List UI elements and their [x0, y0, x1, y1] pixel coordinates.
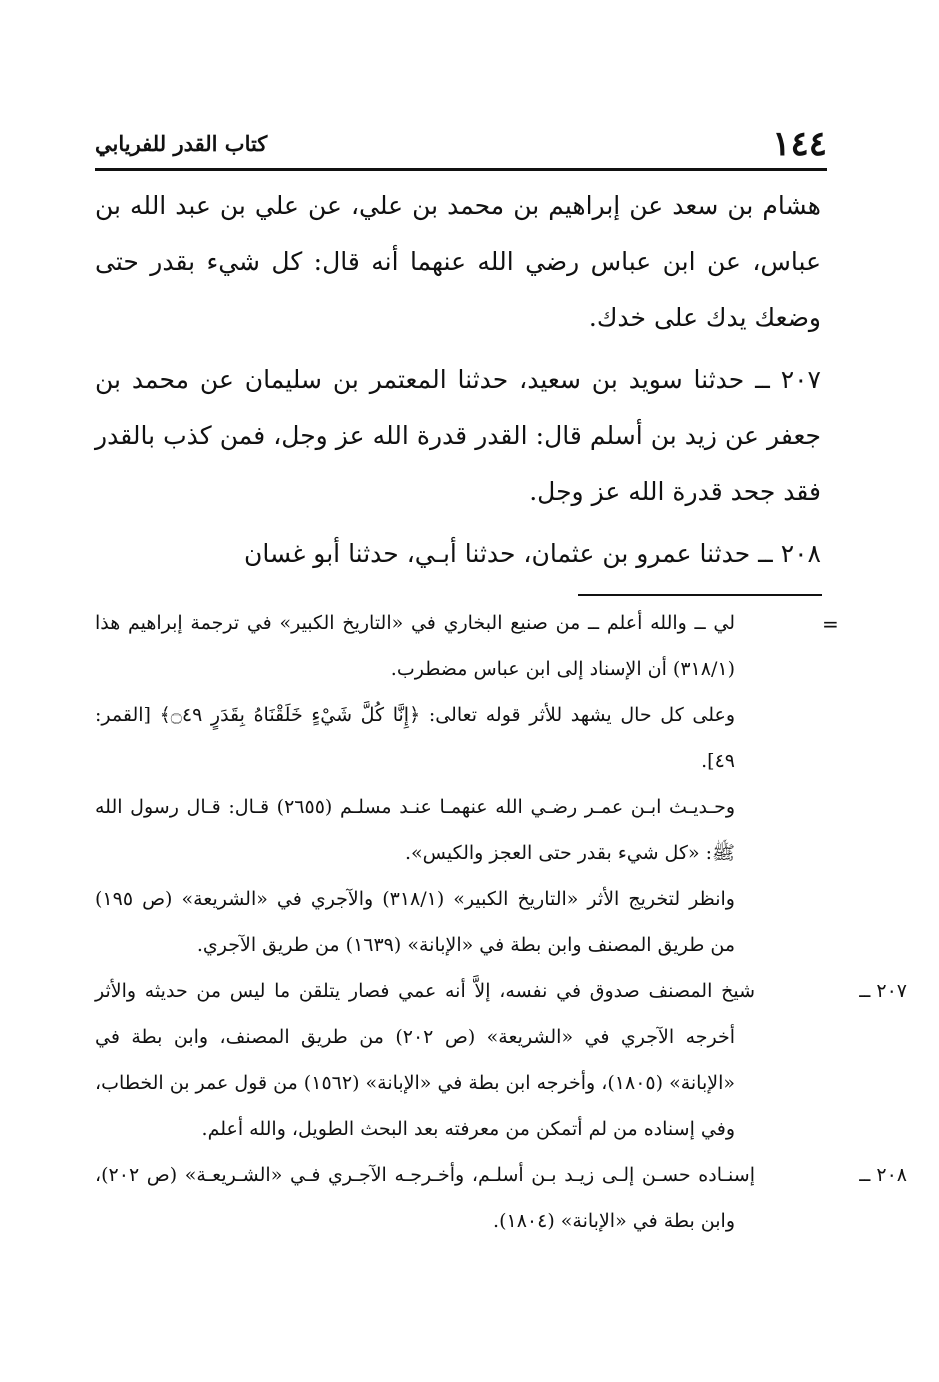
footnote-number: ٢٠٧ ــ — [859, 980, 907, 1002]
footnote-paragraph: وانظر لتخريج الأثر «التاريخ الكبير» (٣١٨/١) والآجري في «الشريعة» (ص ١٩٥) من طريق المصنف وابن بطة في «الإبانة» (١٦٣٩) من طريق الآجري. — [95, 888, 735, 956]
footnote-text: إسنـاده حسـن إلـى زيـد بـن أسلـم، وأخـرجـه الآجـري فـي «الشـريعـة» (ص ٢٠٢)، وابن بطة في «الإبانة» (١٨٠٤). — [95, 1164, 755, 1232]
footnote-paragraph: وحـديـث ابـن عمـر رضـي الله عنهمـا عنـد مسلـم (٢٦٥٥) قـال: قـال رسول الله ﷺ: «كل شيء بقدر حتى العجز والكيس». — [95, 796, 735, 864]
footnote-continuation-mark: = — [822, 612, 839, 636]
footnote-separator — [578, 594, 822, 596]
footnote-207 — [94, 968, 907, 1152]
running-title: كتاب القدر للفريابي — [95, 131, 268, 156]
footnotes — [94, 600, 907, 1244]
footnote-paragraph: وعلى كل حال يشهد للأثر قوله تعالى: ﴿إِنَّا كُلَّ شَيْءٍ خَلَقْنَاهُ بِقَدَرٍ ۝٤٩﴾ [القمر: ٤٩]. — [95, 704, 736, 772]
main-text — [95, 178, 821, 588]
footnote-text: شيخ المصنف صدوق في نفسه، إلاَّ أنه عمي فصار يتلقن ما ليس من حديثه والأثر أخرجه الآجري في «الشريعة» (ص ٢٠٢) من طريق المصنف، وابن بطة في «الإبانة» (١٨٠٥)، وأخرجه ابن بطة في «الإبانة» (١٥٦٢) من قول عمر بن الخطاب، وفي إسناده من لم أتمكن من معرفته بعد البحث الطويل، والله أعلم. — [94, 980, 755, 1140]
page-header — [95, 122, 827, 166]
footnote-208 — [95, 1152, 907, 1244]
main-paragraph: ٢٠٧ ــ حدثنا سويد بن سعيد، حدثنا المعتمر بن سليمان عن محمد بن جعفر عن زيد بن أسلم قال: القدر قدرة الله عز وجل، فمن كذب بالقدر فقد جحد قدرة الله عز وجل. — [95, 365, 821, 506]
page-number: ١٤٤ — [772, 124, 827, 164]
footnote-paragraph: لي ــ والله أعلم ــ من صنيع البخاري في «التاريخ الكبير» في ترجمة إبراهيم هذا (٣١٨/١) أن الإسناد إلى ابن عباس مضطرب. — [95, 612, 735, 680]
main-paragraph: هشام بن سعد عن إبراهيم بن محمد بن علي، عن علي بن عبد الله بن عباس، عن ابن عباس رضي الله عنهما أنه قال: كل شيء بقدر حتى وضعك يدك على خدك. — [95, 191, 821, 332]
header-rule — [95, 168, 827, 171]
main-paragraph: ٢٠٨ ــ حدثنا عمرو بن عثمان، حدثنا أبـي، حدثنا أبو غسان — [244, 539, 821, 568]
footnote-number: ٢٠٨ ــ — [859, 1164, 907, 1186]
